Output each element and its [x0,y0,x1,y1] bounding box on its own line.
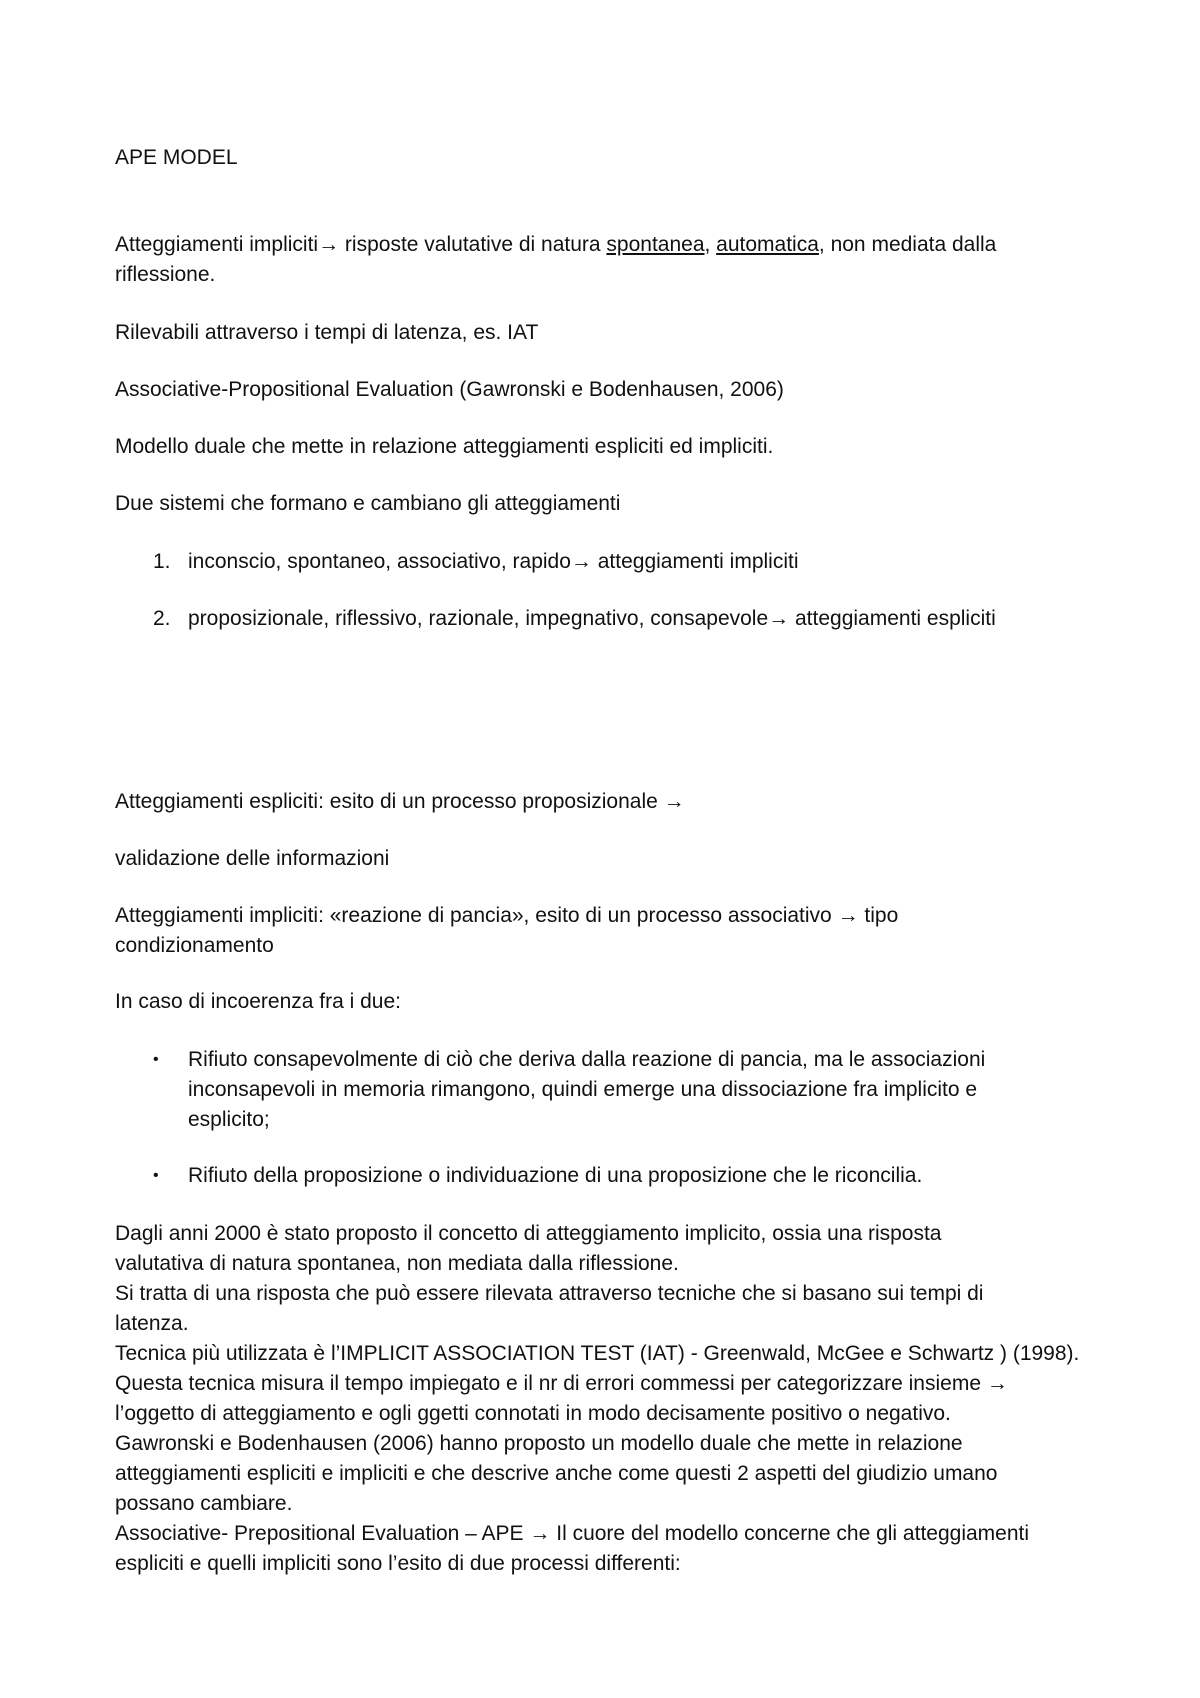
arrow-icon: → [529,1522,551,1545]
arrow-icon: → [986,1372,1008,1395]
paragraph-explicit-attitudes: Atteggiamenti espliciti: esito di un processo proposizionale → [115,790,685,813]
arrow-icon: → [837,904,859,927]
paragraph-two-systems: Due sistemi che formano e cambiano gli atteggiamenti [115,492,621,515]
bullet-icon: • [153,1051,159,1068]
arrow-icon: → [318,233,340,256]
paragraph-latency: Rilevabili attraverso i tempi di latenza, es. IAT [115,321,539,344]
paragraph-implicit-attitudes: Atteggiamenti impliciti: «reazione di pancia», esito di un processo associativo → tipo condizionamento [115,904,899,957]
paragraph-implicit-definition: Atteggiamenti impliciti→ risposte valutative di natura spontanea, automatica, non mediata dalla riflessione. [115,233,997,286]
paragraph-validation: validazione delle informazioni [115,847,390,870]
bullet-icon: • [153,1167,159,1184]
arrow-icon: → [663,790,685,813]
arrow-icon: → [768,607,790,630]
paragraph-summary: Dagli anni 2000 è stato proposto il concetto di atteggiamento implicito, ossia una risposta valutativa di natura spontanea, non mediata dalla riflessione. Si tratta di una risposta che può essere rilevata attraverso tecniche che si basano sui tempi di latenza. Tecnica più utilizzata è l’IMPLICIT ASSOCIATION TEST (IAT) - Greenwald, McGee e Schwartz ) (1998). Questa tecnica misura il tempo impiegato e il nr di errori commessi per categorizzare insieme → l’oggetto di atteggiamento e ogli ggetti connotati in modo decisamente positivo o negativo. Gawronski e Bodenhausen (2006) hanno proposto un modello duale che mette in relazione atteggiamenti espliciti e impliciti e che descrive anche come questi 2 aspetti del giudizio umano possano cambiare. Associative- Prepositional Evaluation – APE → Il cuore del modello concerne che gli atteggiamenti espliciti e quelli impliciti sono l’esito di due processi differenti: [115,1222,1080,1575]
document-title: APE MODEL [115,146,238,169]
paragraph-incoherence: In caso di incoerenza fra i due: [115,990,402,1013]
paragraph-dual-model: Modello duale che mette in relazione atteggiamenti espliciti ed impliciti. [115,435,774,458]
arrow-icon: → [570,550,592,573]
paragraph-ape-reference: Associative-Propositional Evaluation (Gawronski e Bodenhausen, 2006) [115,378,784,401]
